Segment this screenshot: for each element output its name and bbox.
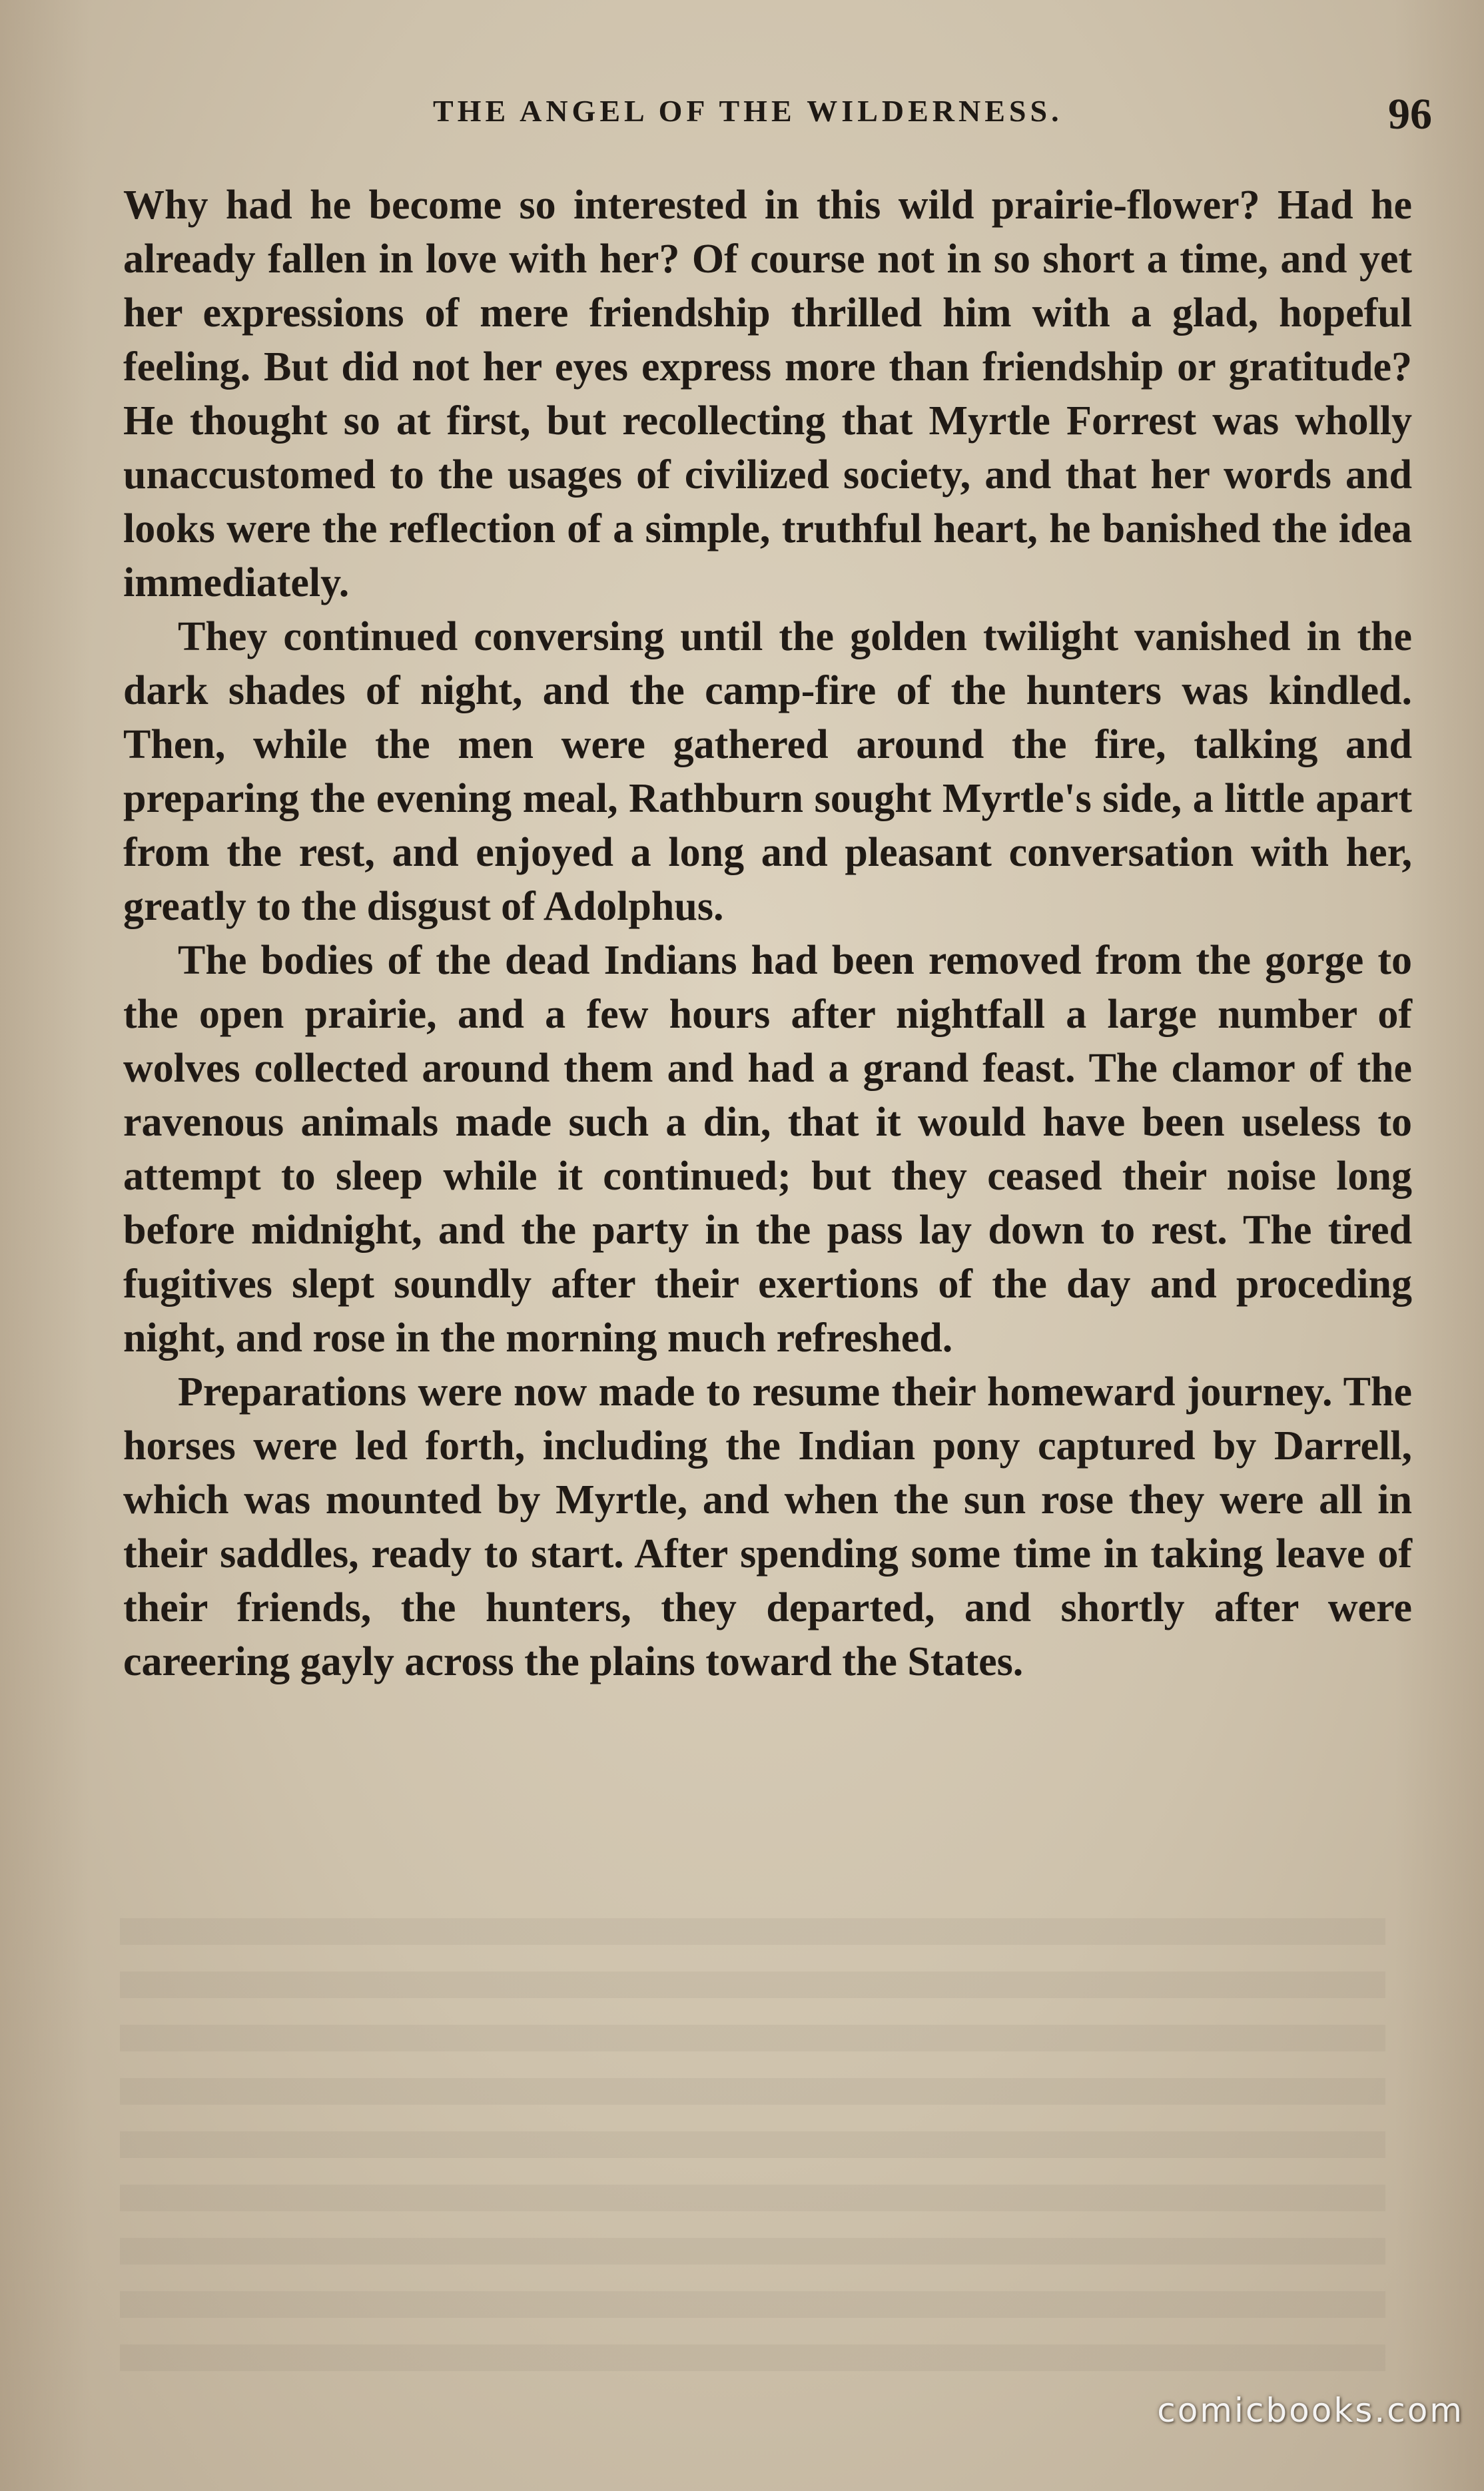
paragraph: They continued conversing until the golden twilight vanished in the dark shades of night, and the camp-fire of the hunters was kindled. Then, while the men were gathered around the fire, talking and preparing the evening meal, Rathburn sought Myrtle's side, a little apart from the rest, and enjoyed a long and pleasant conversation with her, greatly to the disgust of Adolphus. bbox=[123, 614, 1412, 929]
running-title: THE ANGEL OF THE WILDERNESS. bbox=[433, 94, 1063, 128]
paragraph: The bodies of the dead Indians had been removed from the gorge to the open prairie, and a few hours after nightfall a large number of wolves collected around them and had a grand feast. The clamor of the ravenous animals made such a din, that it would have been useless to attempt to sleep while it continued; but they ceased their noise long before midnight, and the party in the pass lay down to rest. The tired fugitives slept soundly after their exertions of the day and proceding night, and rose in the morning much refreshed. bbox=[123, 938, 1412, 1361]
reverse-page-show-through bbox=[120, 1918, 1385, 2384]
running-head bbox=[127, 90, 1432, 147]
page-number: 96 bbox=[1388, 90, 1432, 139]
site-watermark: comicbooks.com bbox=[1157, 2391, 1464, 2430]
paragraph: Preparations were now made to resume their homeward journey. The horses were led forth, including the Indian pony captured by Darrell, which was mounted by Myrtle, and when the sun rose they were all in their saddles, ready to start. After spending some time in taking leave of their friends, the hunters, they departed, and shortly after were careering gayly across the plains toward the States. bbox=[123, 1369, 1412, 1684]
paragraph: Why had he become so interested in this wild prairie-flower? Had he already fallen in love with her? Of course not in so short a time, and yet her expressions of mere friendship thrilled him with a glad, hopeful feeling. But did not her eyes express more than friendship or gratitude? He thought so at first, but recollecting that Myrtle Forrest was wholly unaccustomed to the usages of civilized society, and that her words and looks were the reflection of a simple, truthful heart, he banished the idea immediately. bbox=[123, 182, 1412, 605]
body-text bbox=[123, 178, 1412, 1689]
